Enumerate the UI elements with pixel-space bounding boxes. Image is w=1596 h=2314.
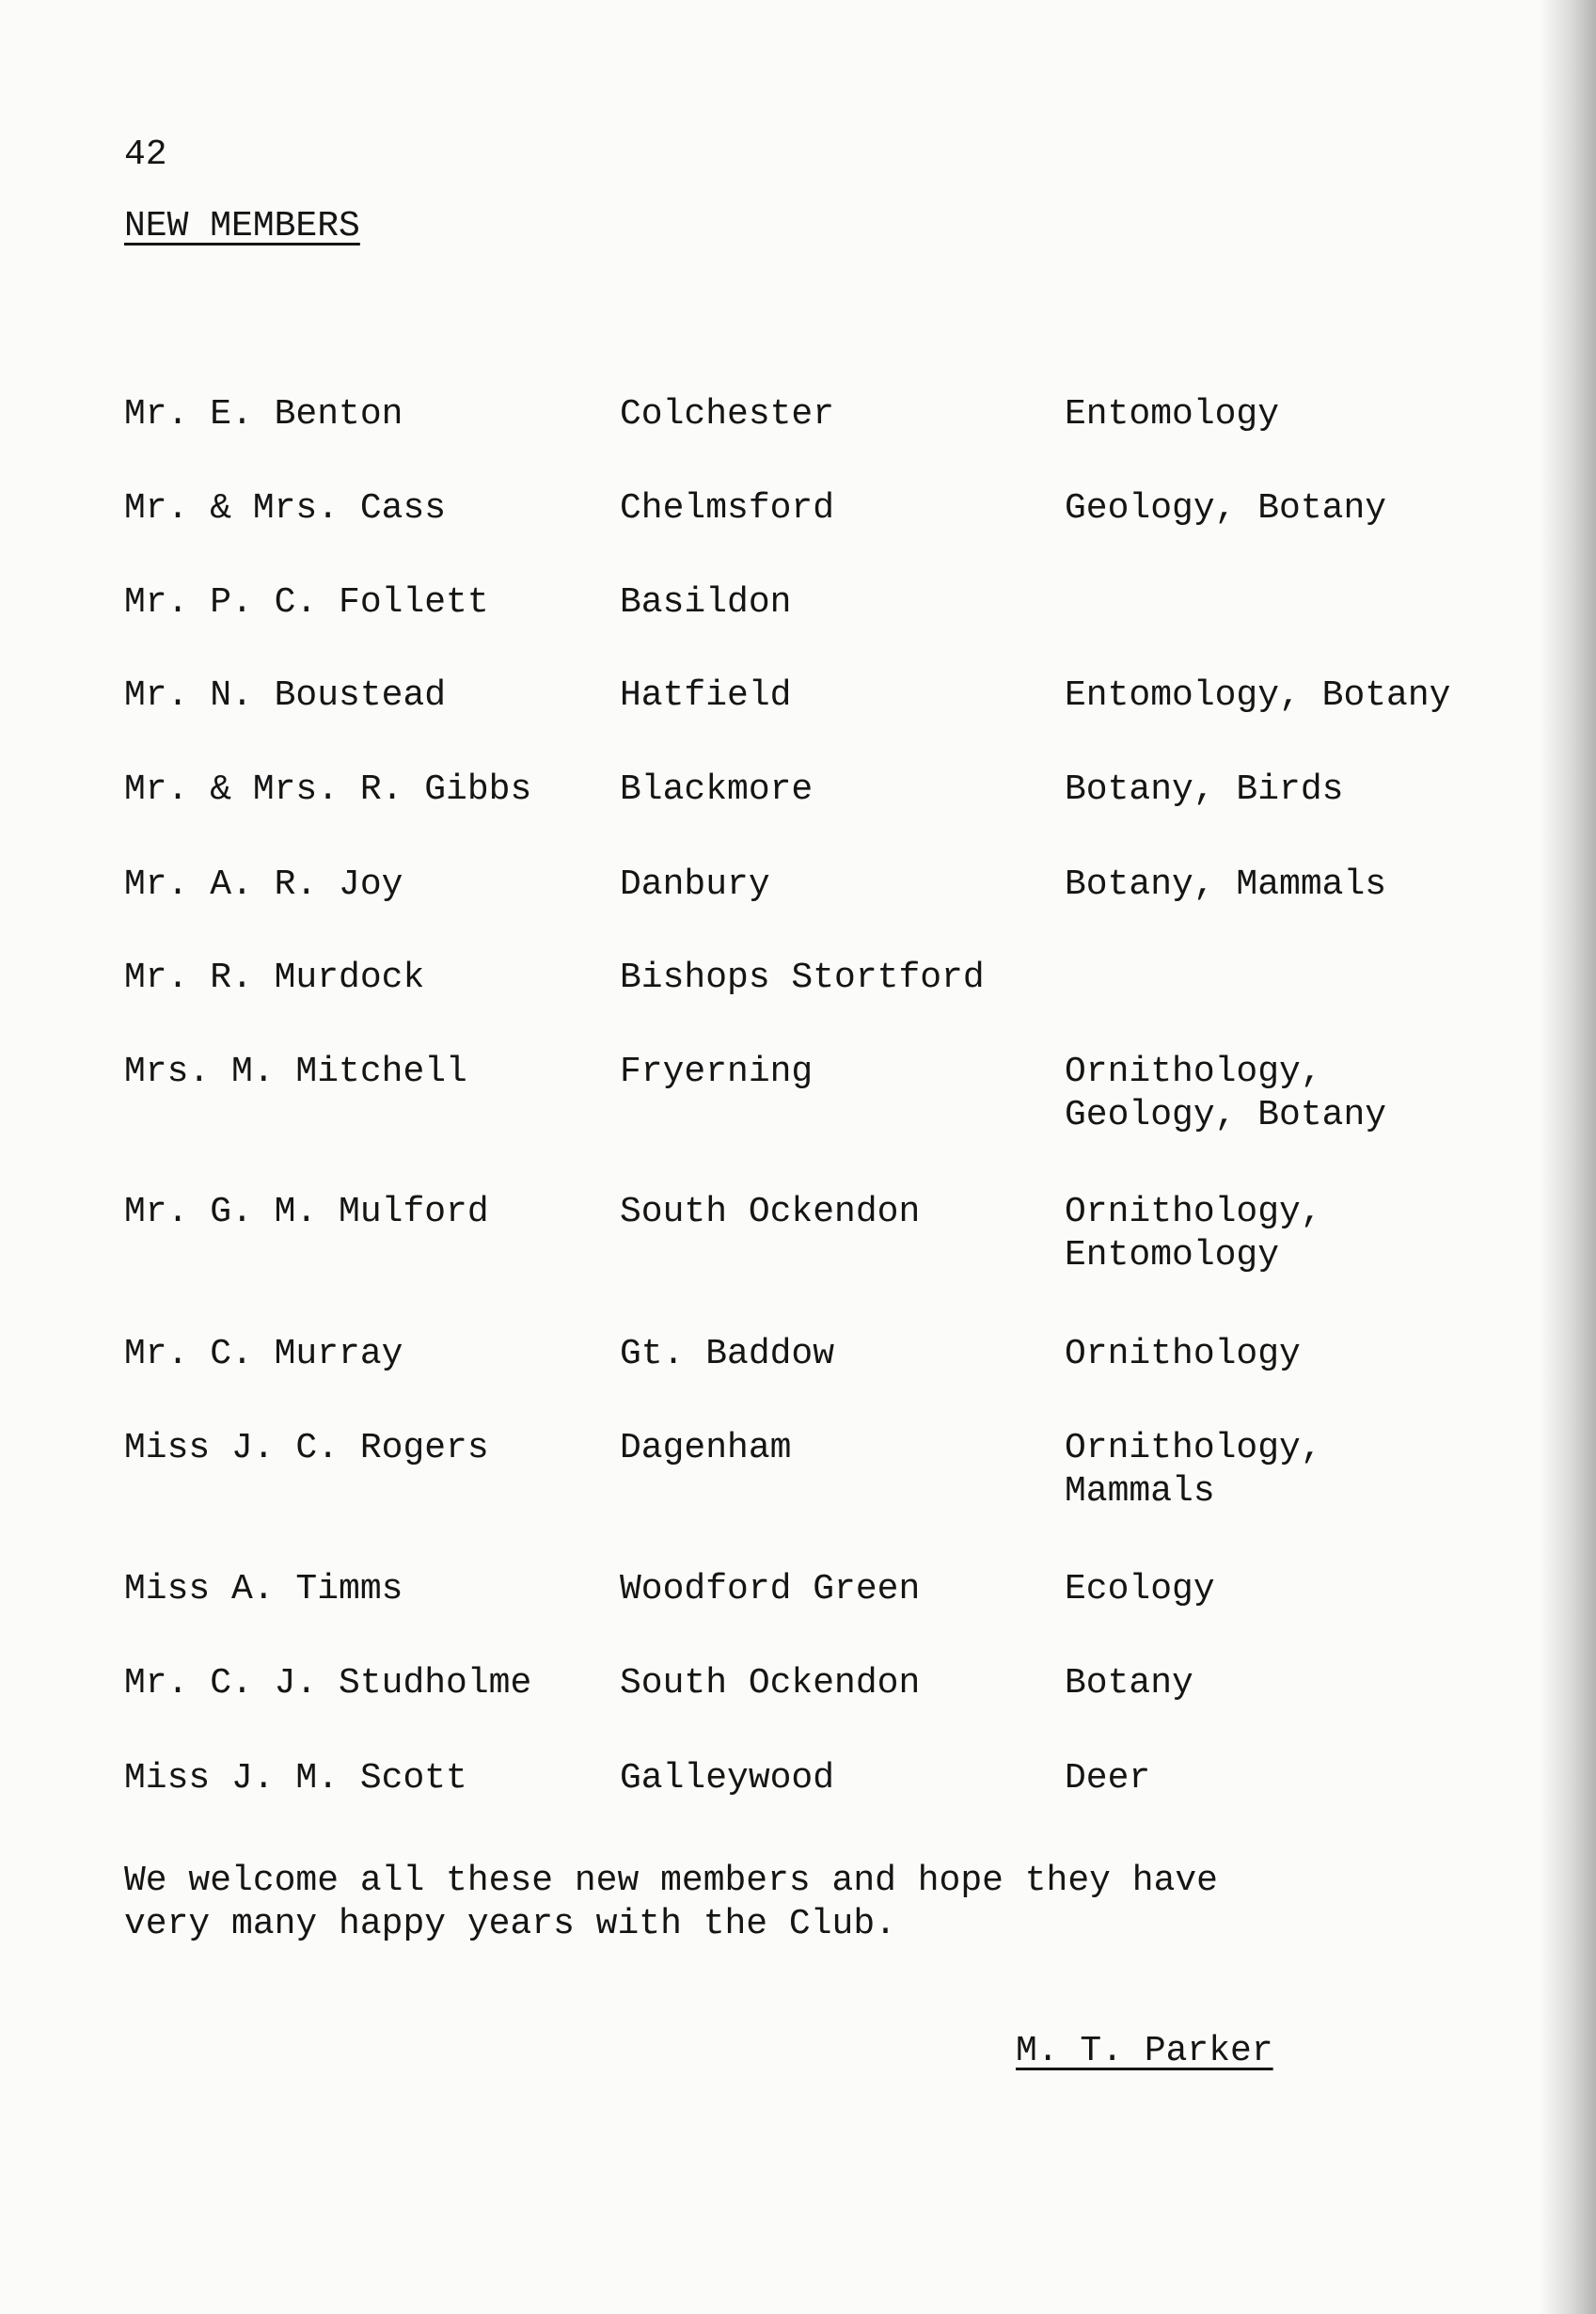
member-town: Dagenham: [620, 1428, 792, 1468]
member-town: Hatfield: [620, 675, 792, 716]
member-town: Fryerning: [620, 1052, 814, 1092]
member-row: [124, 769, 1497, 855]
member-name: Miss J. C. Rogers: [124, 1428, 489, 1468]
closing-line: We welcome all these new members and hope they have: [124, 1861, 1218, 1901]
member-interest: Ornithology, Geology, Botany: [1065, 1052, 1387, 1135]
member-town: Chelmsford: [620, 488, 835, 529]
member-row: [124, 393, 1497, 480]
member-name: Mr. E. Benton: [124, 394, 403, 435]
member-name: Mr. & Mrs. R. Gibbs: [124, 769, 532, 810]
member-interest: Entomology, Botany: [1065, 675, 1451, 716]
member-town: South Ockendon: [620, 1663, 921, 1704]
member-town: Basildon: [620, 582, 792, 623]
member-interest: Deer: [1065, 1758, 1151, 1799]
member-interest: Botany, Birds: [1065, 769, 1344, 810]
member-town: Danbury: [620, 864, 770, 905]
member-town: Bishops Stortford: [620, 958, 985, 998]
author-signature: M. T. Parker: [1016, 2031, 1273, 2071]
member-row: [124, 1568, 1497, 1655]
member-interest: Geology, Botany: [1065, 488, 1387, 529]
binding-shadow: [1540, 0, 1596, 2314]
section-title: NEW MEMBERS: [124, 206, 360, 246]
member-interest: Ecology: [1065, 1569, 1215, 1609]
member-row: [124, 674, 1497, 761]
member-name: Mr. P. C. Follett: [124, 582, 489, 623]
member-row: [124, 864, 1497, 950]
closing-line: very many happy years with the Club.: [124, 1904, 896, 1944]
member-town: South Ockendon: [620, 1192, 921, 1232]
member-town: Blackmore: [620, 769, 814, 810]
member-row: [124, 957, 1497, 1043]
member-name: Mr. R. Murdock: [124, 958, 425, 998]
member-town: Woodford Green: [620, 1569, 921, 1609]
member-name: Miss A. Timms: [124, 1569, 403, 1609]
member-interest: Ornithology: [1065, 1334, 1301, 1374]
member-interest: Entomology: [1065, 394, 1280, 435]
member-town: Galleywood: [620, 1758, 835, 1799]
member-town: Colchester: [620, 394, 835, 435]
member-row: [124, 1427, 1497, 1514]
member-interest: Botany: [1065, 1663, 1193, 1704]
member-name: Miss J. M. Scott: [124, 1758, 467, 1799]
member-name: Mr. A. R. Joy: [124, 864, 403, 905]
closing-paragraph: [124, 1860, 1347, 1946]
member-name: Mrs. M. Mitchell: [124, 1052, 467, 1092]
member-row: [124, 1757, 1497, 1844]
member-row: [124, 487, 1497, 574]
member-interest: Ornithology, Entomology: [1065, 1192, 1322, 1276]
member-row: [124, 1051, 1497, 1137]
member-name: Mr. & Mrs. Cass: [124, 488, 447, 529]
member-row: [124, 1333, 1497, 1419]
member-town: Gt. Baddow: [620, 1334, 835, 1374]
members-list: [124, 0, 1497, 1881]
member-name: Mr. C. Murray: [124, 1334, 403, 1374]
member-interest: Botany, Mammals: [1065, 864, 1387, 905]
member-interest: Ornithology, Mammals: [1065, 1428, 1322, 1512]
member-name: Mr. G. M. Mulford: [124, 1192, 489, 1232]
member-row: [124, 1662, 1497, 1749]
page-number: 42: [124, 135, 167, 175]
member-name: Mr. N. Boustead: [124, 675, 447, 716]
member-name: Mr. C. J. Studholme: [124, 1663, 532, 1704]
member-row: [124, 581, 1497, 668]
member-row: [124, 1191, 1497, 1277]
